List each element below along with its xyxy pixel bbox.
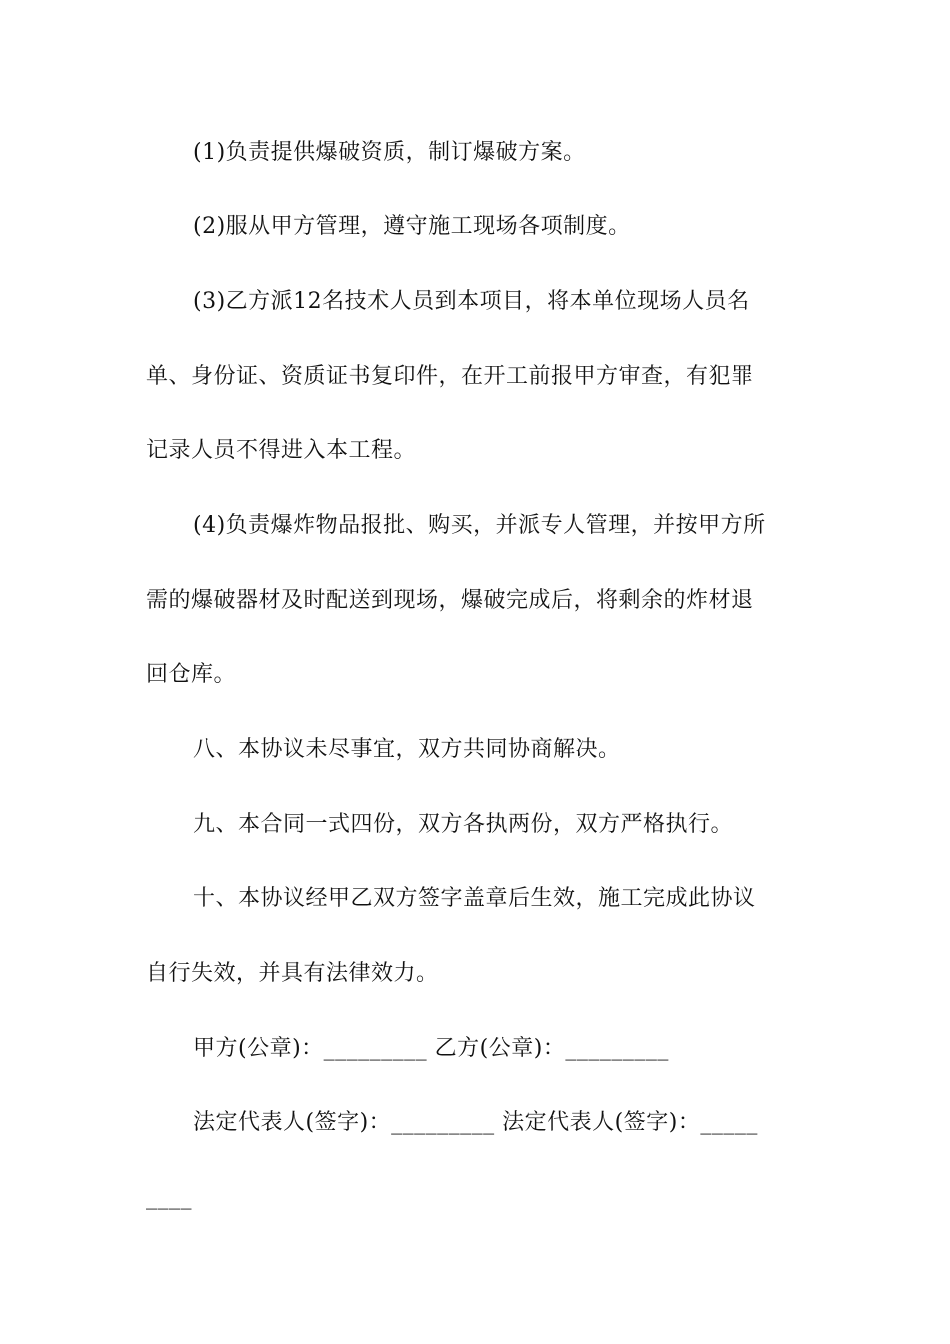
clause-ten-line-1: 十、本协议经甲乙双方签字盖章后生效，施工完成此协议: [193, 886, 756, 911]
signature-line: 法定代表人(签字)：_________ 法定代表人(签字)：_____: [193, 1110, 758, 1135]
seal-line: 甲方(公章)：_________ 乙方(公章)：_________: [193, 1036, 669, 1061]
clause-item-2: (2)服从甲方管理，遵守施工现场各项制度。: [193, 214, 631, 239]
signature-line-continuation: ____: [146, 1185, 192, 1210]
clause-eight: 八、本协议未尽事宜，双方共同协商解决。: [193, 737, 621, 762]
clause-item-1: (1)负责提供爆破资质，制订爆破方案。: [193, 140, 586, 165]
clause-item-3-line-3: 记录人员不得进入本工程。: [146, 438, 417, 463]
clause-item-3-line-2: 单、身份证、资质证书复印件，在开工前报甲方审查，有犯罪: [146, 364, 754, 389]
clause-item-4-line-3: 回仓库。: [146, 662, 237, 687]
clause-item-4-line-1: (4)负责爆炸物品报批、购买，并派专人管理，并按甲方所: [193, 513, 766, 538]
clause-ten-line-2: 自行失效，并具有法律效力。: [146, 961, 439, 986]
clause-nine: 九、本合同一式四份，双方各执两份，双方严格执行。: [193, 812, 734, 837]
clause-item-4-line-2: 需的爆破器材及时配送到现场，爆破完成后，将剩余的炸材退: [146, 588, 754, 613]
clause-item-3-line-1: (3)乙方派12名技术人员到本项目，将本单位现场人员名: [193, 289, 750, 314]
